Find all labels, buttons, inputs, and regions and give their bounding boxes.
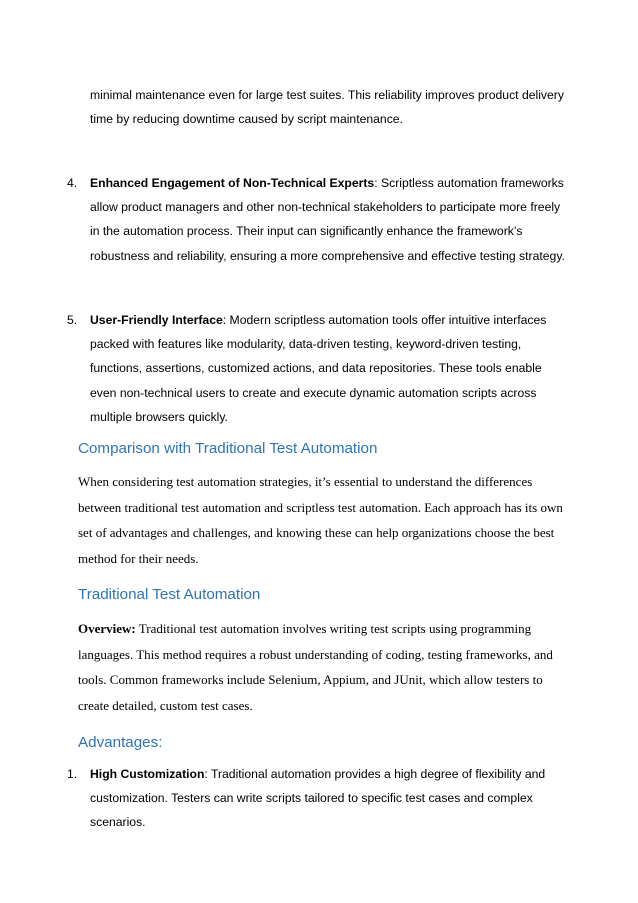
list-item-term: Enhanced Engagement of Non-Technical Experts [90,176,375,190]
list-item-term: High Customization [90,767,205,781]
overview-paragraph [78,616,570,719]
list-item-body [90,171,570,268]
list-item-text: : Traditional automation provides a high degree of flexibility and customization. Testers can write scripts tailored to specific test cases and complex scenarios. [90,767,546,830]
overview-text: Traditional test automation involves writing test scripts using programming languages. This method requires a robust understanding of coding, testing frameworks, and tools. Common frameworks include Selenium, Appium, and JUnit, which allow testers to create detailed, custom test cases. [78,621,553,714]
list-item-body [90,308,570,429]
continuation-paragraph: minimal maintenance even for large test suites. This reliability improves product delivery time by reducing downtime caused by script maintenance. [90,88,564,127]
list-item-text: : Scriptless automation frameworks allow product managers and other non-technical stakeholders to participate more freely in the automation process. Their input can significantly enhance the framework’s robustness and reliability, ensuring a more comprehensive and effective testing strategy. [90,176,565,263]
comparison-paragraph: When considering test automation strategies, it’s essential to understand the differences between traditional test automation and scriptless test automation. Each approach has its own set of advantages and challenges, and knowing these can help organizations choose the best method for their needs. [78,474,563,567]
list-item-body [90,762,570,835]
section-heading-traditional: Traditional Test Automation [78,586,261,603]
list-item-term: User-Friendly Interface [90,313,223,327]
overview-label: Overview: [78,621,136,636]
list-number: 4. [67,176,78,190]
list-number: 1. [67,767,78,781]
section-heading-comparison: Comparison with Traditional Test Automation [78,440,378,457]
list-item-text: : Modern scriptless automation tools offer intuitive interfaces packed with features like modularity, data-driven testing, keyword-driven testing, functions, assertions, customized actions, and data repositories. These tools enable even non-technical users to create and execute dynamic automation scripts across multiple browsers quickly. [90,313,547,424]
section-heading-advantages: Advantages: [78,734,163,751]
list-number: 5. [67,313,78,327]
